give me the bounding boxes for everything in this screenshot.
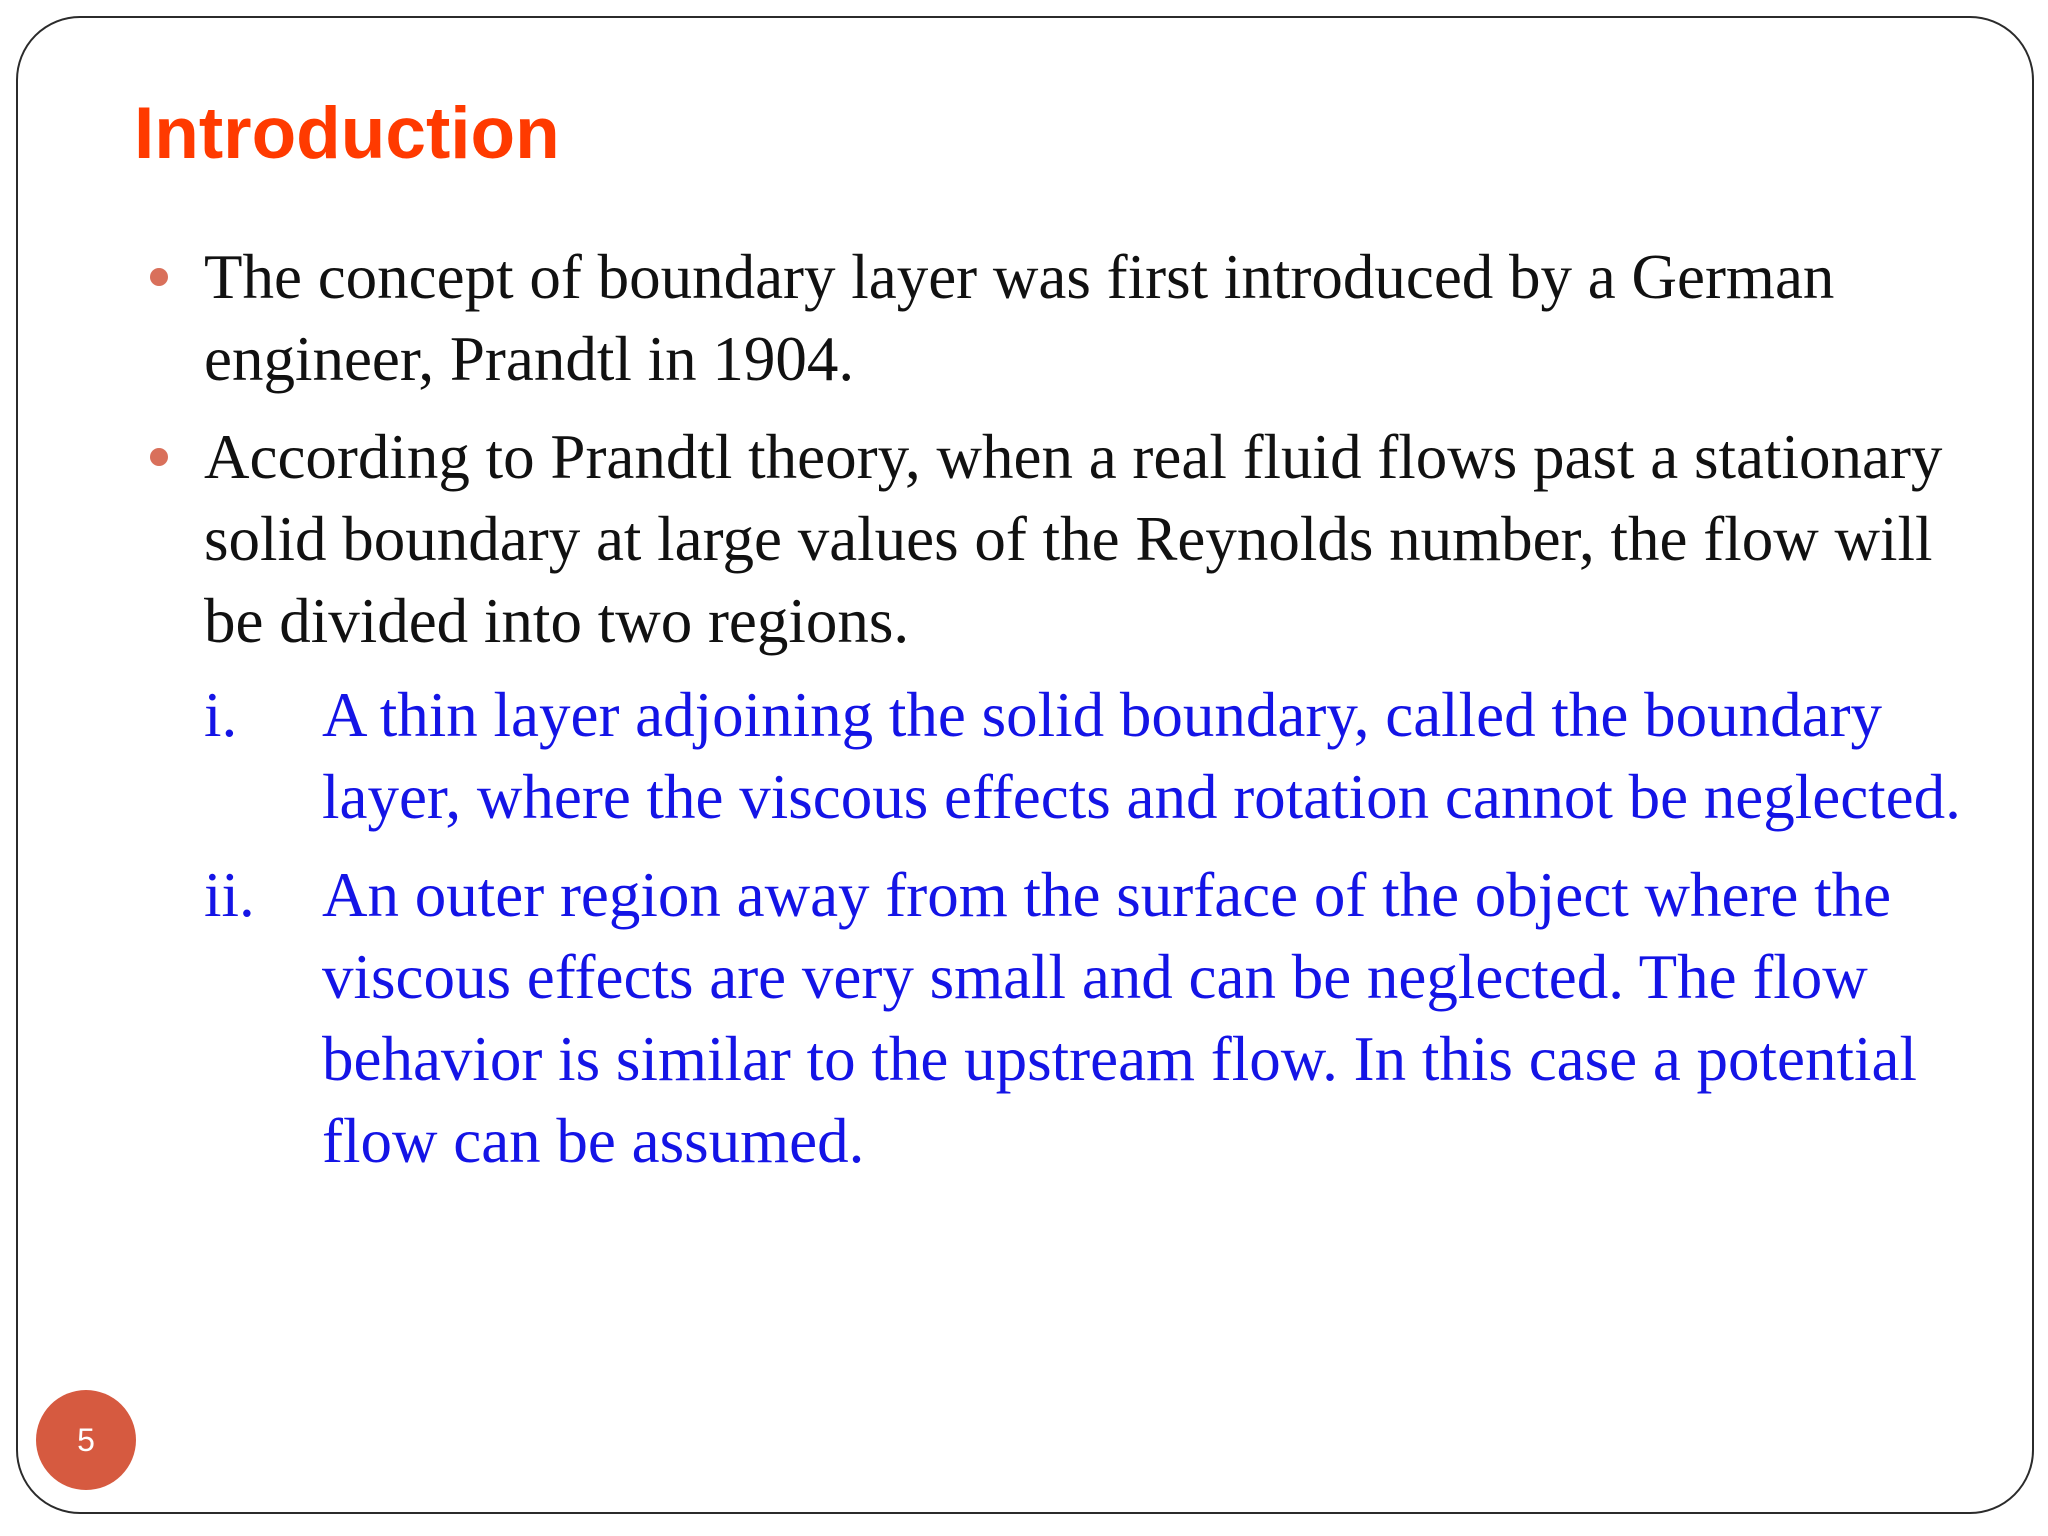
sublist-marker: i. [204,680,238,750]
bullet-text: According to Prandtl theory, when a real fluid flows past a stationary solid boundary at large values of the Reynolds number, the flow will be divided into two regions. [204,422,1943,656]
slide-content [18,236,2034,1182]
sublist-marker: ii. [204,860,255,930]
sublist-item [18,674,2034,838]
slide [16,16,2034,1514]
bullet-dot-icon [150,448,168,466]
bullet-dot-icon [150,268,168,286]
numbered-sublist [18,674,2034,1182]
slide-title: Introduction [134,93,560,174]
bullet-text: The concept of boundary layer was first introduced by a German engineer, Prandtl in 1904. [204,242,1835,394]
page-number-badge: 5 [36,1390,136,1490]
sublist-item [18,854,2034,1182]
bullet-item [18,416,2034,662]
sublist-text: A thin layer adjoining the solid boundary, called the boundary layer, where the viscous effects and rotation cannot be neglected. [322,680,1961,832]
bullet-item [18,236,2034,400]
sublist-text: An outer region away from the surface of the object where the viscous effects are very small and can be neglected. The flow behavior is similar to the upstream flow. In this case a potential flow can be assumed. [322,860,1917,1176]
